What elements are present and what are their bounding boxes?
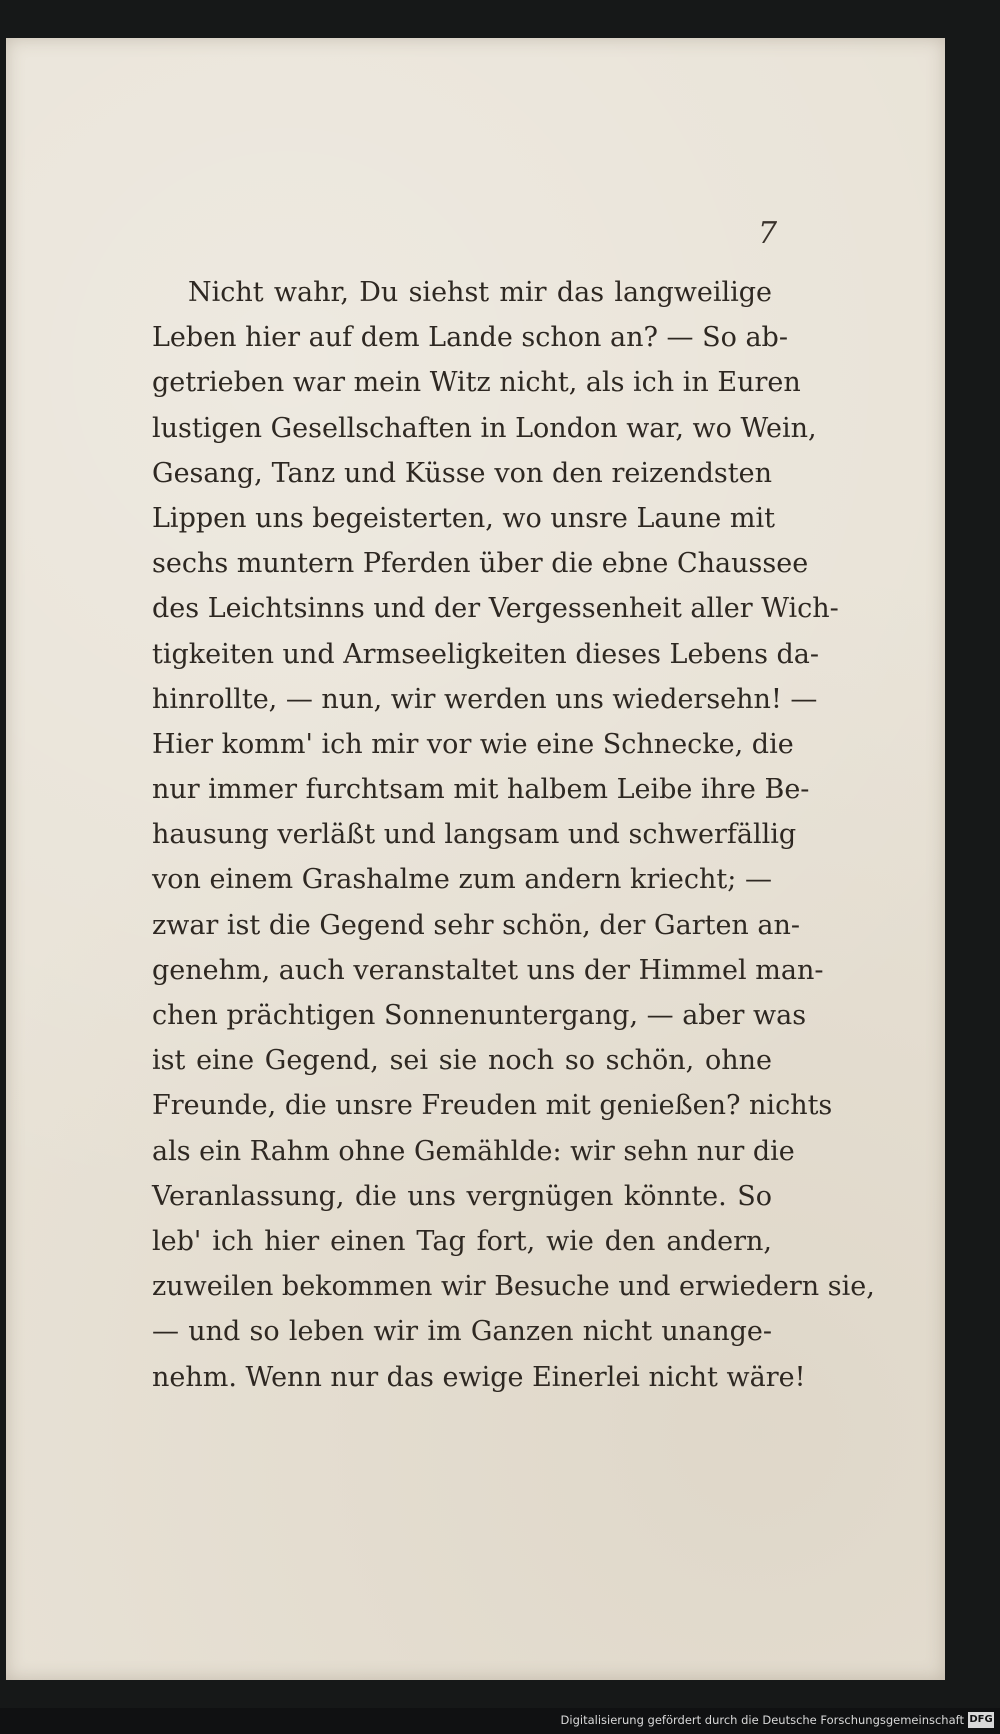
text-line: Hier komm' ich mir vor wie eine Schnecke, die <box>152 728 794 760</box>
text-line: nehm. Wenn nur das ewige Einerlei nicht wäre! <box>152 1361 806 1393</box>
text-line: tigkeiten und Armseeligkeiten dieses Lebens da- <box>152 638 820 670</box>
text-line: Lippen uns begeisterten, wo unsre Laune mit <box>152 502 775 534</box>
text-line: nur immer furchtsam mit halbem Leibe ihre Be- <box>152 774 810 806</box>
text-line: Veranlassung, die uns vergnügen könnte. So <box>152 1180 772 1212</box>
text-line: als ein Rahm ohne Gemählde: wir sehn nur die <box>152 1135 795 1167</box>
text-line: Gesang, Tanz und Küsse von den reizendsten <box>152 457 772 489</box>
text-line: leb' ich hier einen Tag fort, wie den andern, <box>152 1225 772 1257</box>
text-line: zuweilen bekommen wir Besuche und erwiedern sie, <box>152 1271 875 1303</box>
text-line: chen prächtigen Sonnenuntergang, — aber was <box>152 1000 807 1031</box>
text-line: genehm, auch veranstaltet uns der Himmel man- <box>152 954 824 986</box>
text-line: des Leichtsinns und der Vergessenheit aller Wich- <box>152 593 839 625</box>
text-line: zwar ist die Gegend sehr schön, der Garten an- <box>152 909 801 941</box>
text-line: hinrollte, — nun, wir werden uns wiedersehn! — <box>152 683 818 715</box>
text-line: ist eine Gegend, sei sie noch so schön, ohne <box>152 1045 772 1077</box>
body-text <box>152 270 875 1400</box>
text-line: Leben hier auf dem Lande schon an? — So ab- <box>152 322 788 354</box>
text-line: getrieben war mein Witz nicht, als ich in Euren <box>152 367 801 399</box>
text-line: lustigen Gesellschaften in London war, wo Wein, <box>152 412 817 444</box>
footer-bar <box>0 1708 1000 1734</box>
text-line: — und so leben wir im Ganzen nicht unange- <box>152 1316 772 1348</box>
text-line: Freunde, die unsre Freuden mit genießen? nichts <box>152 1090 833 1122</box>
book-page <box>6 38 945 1680</box>
text-line: hausung verläßt und langsam und schwerfällig <box>152 819 797 851</box>
page-number: 7 <box>758 216 778 251</box>
text-line: Nicht wahr, Du siehst mir das langweilige <box>188 277 772 308</box>
dfg-logo-icon: DFG <box>968 1712 994 1728</box>
footer-credit: Digitalisierung gefördert durch die Deutsche Forschungsgemeinschaft <box>560 1713 964 1727</box>
text-line: sechs muntern Pferden über die ebne Chaussee <box>152 548 809 580</box>
text-line: von einem Grashalme zum andern kriecht; — <box>152 864 772 896</box>
